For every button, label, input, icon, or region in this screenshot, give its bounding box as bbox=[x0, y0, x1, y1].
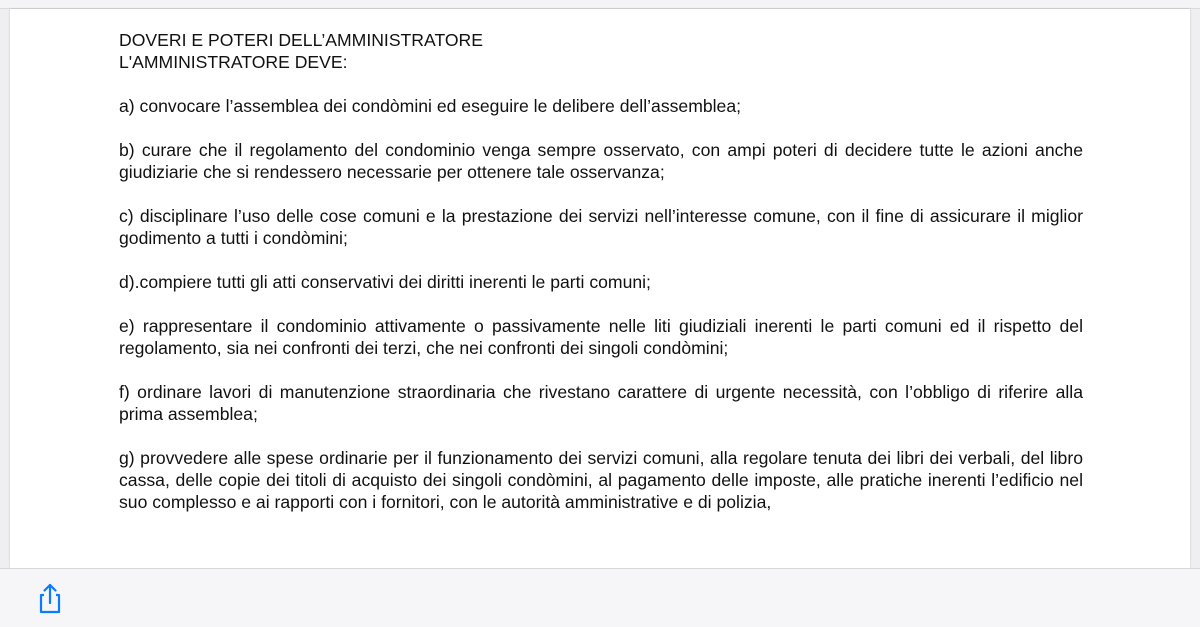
document-subtitle: L'AMMINISTRATORE DEVE: bbox=[119, 52, 348, 72]
top-edge bbox=[0, 0, 1200, 9]
bottom-toolbar bbox=[0, 568, 1200, 627]
paragraph-a: a) convocare l’assemblea dei condòmini ed eseguire le delibere dell’assemblea; bbox=[119, 96, 742, 116]
paragraph-f: f) ordinare lavori di manutenzione straordinaria che rivestano carattere di urgente necessità, con l’obbligo di riferire alla prima assemblea; bbox=[119, 382, 1083, 424]
document-body bbox=[119, 29, 1083, 513]
document-page[interactable] bbox=[10, 9, 1190, 568]
paragraph-b: b) curare che il regolamento del condominio venga sempre osservato, con ampi poteri di decidere tutte le azioni anche giudiziarie che si rendessero necessarie per ottenere tale osservanza; bbox=[119, 140, 1083, 182]
paragraph-d: d).compiere tutti gli atti conservativi dei diritti inerenti le parti comuni; bbox=[119, 272, 651, 292]
paragraph-c: c) disciplinare l’uso delle cose comuni e la prestazione dei servizi nell’interesse comune, con il fine di assicurare il miglior godimento a tutti i condòmini; bbox=[119, 206, 1083, 248]
share-button[interactable] bbox=[32, 581, 68, 617]
share-icon bbox=[32, 581, 68, 617]
document-title: DOVERI E POTERI DELL’AMMINISTRATORE bbox=[119, 30, 483, 50]
paragraph-e: e) rappresentare il condominio attivamente o passivamente nelle liti giudiziali inerenti le parti comuni ed il rispetto del regolamento, sia nei confronti dei terzi, che nei confronti dei singoli condòmini; bbox=[119, 316, 1083, 358]
paragraph-g: g) provvedere alle spese ordinarie per il funzionamento dei servizi comuni, alla regolare tenuta dei libri dei verbali, del libro cassa, delle copie dei titoli di acquisto dei singoli condòmini, al pagamento delle imposte, alle pratiche inerenti l’edificio nel suo complesso e ai rapporti con i fornitori, con le autorità amministrative e di polizia, bbox=[119, 448, 1083, 512]
